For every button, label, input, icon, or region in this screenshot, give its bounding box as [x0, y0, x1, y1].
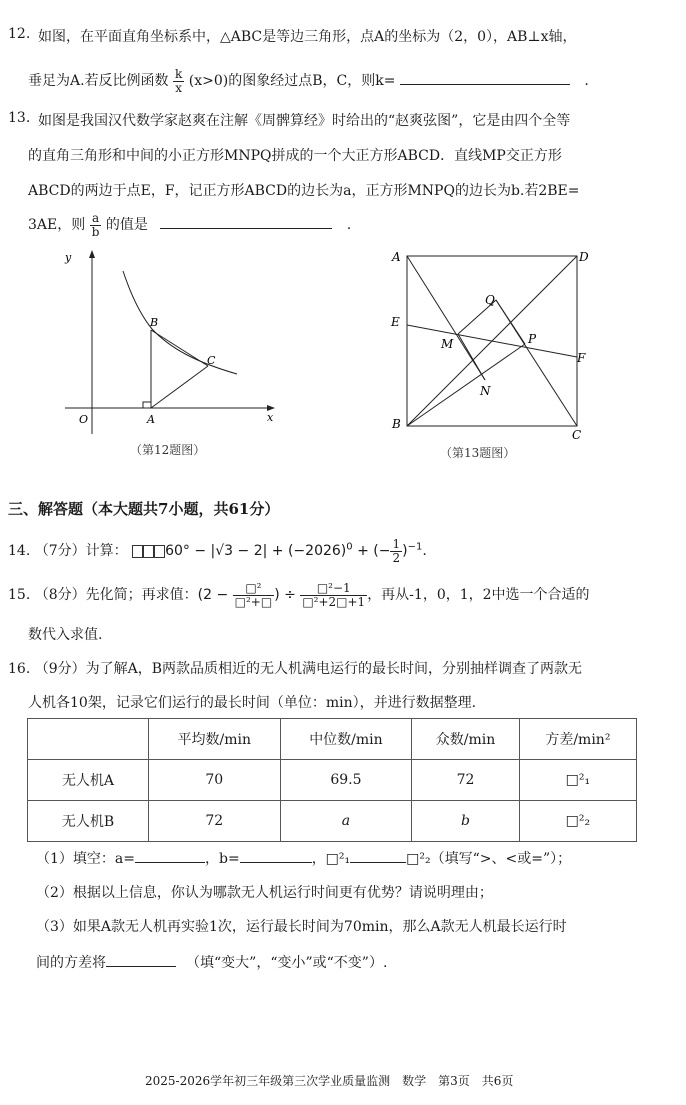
- figure-12: [55, 246, 285, 441]
- fig13-label-f: F: [577, 351, 586, 365]
- q16-sub3-text-a: 间的方差将: [36, 955, 106, 971]
- q14-placeholder-glyph-3: [154, 545, 165, 558]
- q14-exponent-0: 0: [346, 541, 353, 553]
- fig13-label-n: N: [480, 384, 491, 398]
- q12-function-fraction: [173, 68, 184, 94]
- q12-line2: [28, 68, 589, 94]
- q16-blank-variance[interactable]: [106, 965, 176, 967]
- q16-sub1-text-c: ，□²₁: [311, 851, 351, 867]
- q15-f1-num: □²: [233, 582, 275, 596]
- q14-placeholder-glyph-1: [132, 545, 143, 558]
- fig12-right-angle: [143, 402, 151, 408]
- q13-line4-text-a: 3AE，则: [28, 217, 86, 234]
- q12-end: .: [584, 73, 589, 90]
- section3-title: 三、解答题（本大题共7小题，共61分）: [8, 500, 280, 518]
- table-header-row: [28, 719, 637, 760]
- fig12-label-a: A: [147, 413, 155, 426]
- q13-line2: 的直角三角形和中间的小正方形MNPQ拼成的一个大正方形ABCD．直线MP交正方形: [28, 148, 562, 164]
- q14-score: （7分）计算：: [34, 543, 128, 560]
- fig13-label-b: B: [392, 417, 401, 431]
- fig13-line-an: [407, 256, 485, 380]
- q12-line1: 如图，在平面直角坐标系中，△ABC是等边三角形，点A的坐标为（2，0），AB⊥x轴，: [38, 29, 577, 45]
- q15-open: (2 −: [197, 587, 229, 604]
- fig13-label-e: E: [391, 315, 400, 329]
- fig12-label-o: O: [79, 413, 89, 426]
- q16-text-1: （9分）为了解A，B两款品质相近的无人机满电运行的最长时间，分别抽样调查了两款无: [34, 661, 583, 677]
- q12-number: 12.: [8, 26, 31, 42]
- q13-end: .: [346, 217, 352, 234]
- table-cell: b: [412, 801, 520, 842]
- fig12-label-x: x: [267, 411, 274, 424]
- q13-number: 13.: [8, 110, 31, 126]
- q16-line2: 人机各10架，记录它们运行的最长时间（单位：min），并进行数据整理.: [28, 695, 477, 711]
- q14-line: [8, 538, 427, 564]
- q14-number: 14.: [8, 543, 31, 560]
- table-row: [28, 760, 637, 801]
- q16-sub1-text-d: □²₂（填写“>、<或=”）；: [406, 851, 572, 867]
- q16-sub1-text-b: ，b=: [204, 851, 240, 867]
- q15-f2-den: □²+2□+1: [302, 594, 366, 609]
- table-header-cell: 众数/min: [412, 719, 520, 760]
- q13-ratio-fraction: [90, 212, 102, 238]
- fig13-line-bp: [407, 344, 525, 426]
- q15-text-b: ，再从-1，0，1，2中选一个合适的: [367, 587, 590, 604]
- q16-data-table: [27, 718, 637, 842]
- q12-line2-text-b: (x>0)的图象经过点B，C，则k=: [188, 73, 396, 90]
- q12-func-den: x: [175, 80, 183, 95]
- q16-sub1-text-a: （1）填空：a=: [36, 851, 135, 867]
- fig12-label-y: y: [65, 251, 72, 264]
- q16-sub3-line1: （3）如果A款无人机再实验1次，运行最长时间为70min，那么A款无人机最长运行时: [36, 919, 567, 935]
- q13-line1: 如图是我国汉代数学家赵爽在注解《周髀算经》时给出的“赵爽弦图”，它是由四个全等: [38, 113, 571, 129]
- q15-fraction-2: [300, 582, 367, 608]
- q16-blank-b[interactable]: [240, 861, 312, 863]
- fig12-hyperbola: [123, 271, 237, 374]
- figure-13: [380, 246, 600, 441]
- q15-f1-den: □²+□: [234, 594, 273, 609]
- table-cell: 无人机A: [28, 760, 149, 801]
- q14-half-fraction: [390, 538, 402, 564]
- fig13-label-d: D: [579, 250, 589, 264]
- fig13-caption: （第13题图）: [440, 446, 516, 460]
- q12-line2-text-a: 垂足为A.若反比例函数: [28, 73, 169, 90]
- fig13-label-q: Q: [485, 293, 495, 307]
- q16-sub1: [36, 848, 571, 868]
- q15-f2-num: □²−1: [300, 582, 367, 596]
- fig13-line-ef: [407, 325, 577, 357]
- q14-expr-c: ): [402, 543, 408, 560]
- q16-sub3-text-b: （填“变大”，“变小”或“不变”）.: [186, 955, 388, 971]
- q13-answer-blank[interactable]: [160, 227, 332, 229]
- q15-text-a: （8分）先化简；再求值：: [34, 587, 198, 604]
- q13-frac-num: a: [90, 212, 102, 226]
- fig13-label-p: P: [528, 332, 537, 346]
- table-cell: □²₁: [519, 760, 636, 801]
- q13-frac-den: b: [91, 224, 100, 239]
- fig12-side-ac: [151, 366, 208, 408]
- q12-func-num: k: [175, 67, 183, 81]
- table-cell: 69.5: [280, 760, 412, 801]
- q14-expr-a: 60° − |√3 − 2| + (−2026): [165, 543, 347, 560]
- fig13-side-mn: [458, 334, 485, 380]
- q15-fraction-1: [233, 582, 275, 608]
- table-header-cell: [28, 719, 149, 760]
- fig13-label-m: M: [441, 337, 454, 351]
- q16-blank-a[interactable]: [135, 861, 205, 863]
- table-cell: 72: [412, 760, 520, 801]
- fig12-label-c: C: [207, 354, 216, 367]
- q14-placeholder-glyph-2: [143, 545, 154, 558]
- q16-number: 16.: [8, 661, 31, 677]
- q14-half-den: 2: [392, 550, 401, 565]
- q16-blank-compare[interactable]: [350, 861, 406, 863]
- fig13-label-c: C: [572, 428, 582, 441]
- q14-exponent-neg1: −1: [407, 541, 423, 553]
- table-cell: a: [280, 801, 412, 842]
- table-row: [28, 801, 637, 842]
- fig12-side-bc: [151, 330, 208, 366]
- q13-line3: ABCD的两边于点E，F，记正方形ABCD的边长为a，正方形MNPQ的边长为b.若2BE=: [28, 183, 580, 199]
- table-header-cell: 平均数/min: [149, 719, 281, 760]
- q16-sub2: （2）根据以上信息，你认为哪款无人机运行时间更有优势？请说明理由；: [36, 885, 493, 901]
- page-footer: 2025-2026学年初三年级第三次学业质量监测 数学 第3页 共6页: [145, 1074, 514, 1088]
- table-cell: 72: [149, 801, 281, 842]
- q12-answer-blank[interactable]: [400, 83, 570, 85]
- q15-mid: ) ÷: [274, 587, 296, 604]
- q14-end: .: [422, 543, 427, 560]
- fig12-y-arrow: [89, 250, 95, 258]
- q16-sub3-line2: [36, 952, 387, 972]
- fig12-caption: （第12题图）: [130, 443, 206, 457]
- q15-number: 15.: [8, 587, 31, 604]
- q13-line4: [28, 212, 351, 238]
- table-header-cell: 中位数/min: [280, 719, 412, 760]
- table-cell: □²₂: [519, 801, 636, 842]
- fig12-label-b: B: [150, 316, 159, 329]
- q15-line2: 数代入求值.: [28, 627, 103, 643]
- table-cell: 无人机B: [28, 801, 149, 842]
- fig13-label-a: A: [392, 250, 401, 264]
- table-header-cell: 方差/min²: [519, 719, 636, 760]
- table-cell: 70: [149, 760, 281, 801]
- q16-line1: [8, 658, 582, 678]
- q13-line4-text-b: 的值是: [105, 217, 148, 234]
- q14-half-num: 1: [392, 537, 401, 551]
- fig13-side-qp: [496, 300, 525, 344]
- q15-line1: [8, 582, 590, 608]
- q14-expr-b: + (−: [352, 543, 391, 560]
